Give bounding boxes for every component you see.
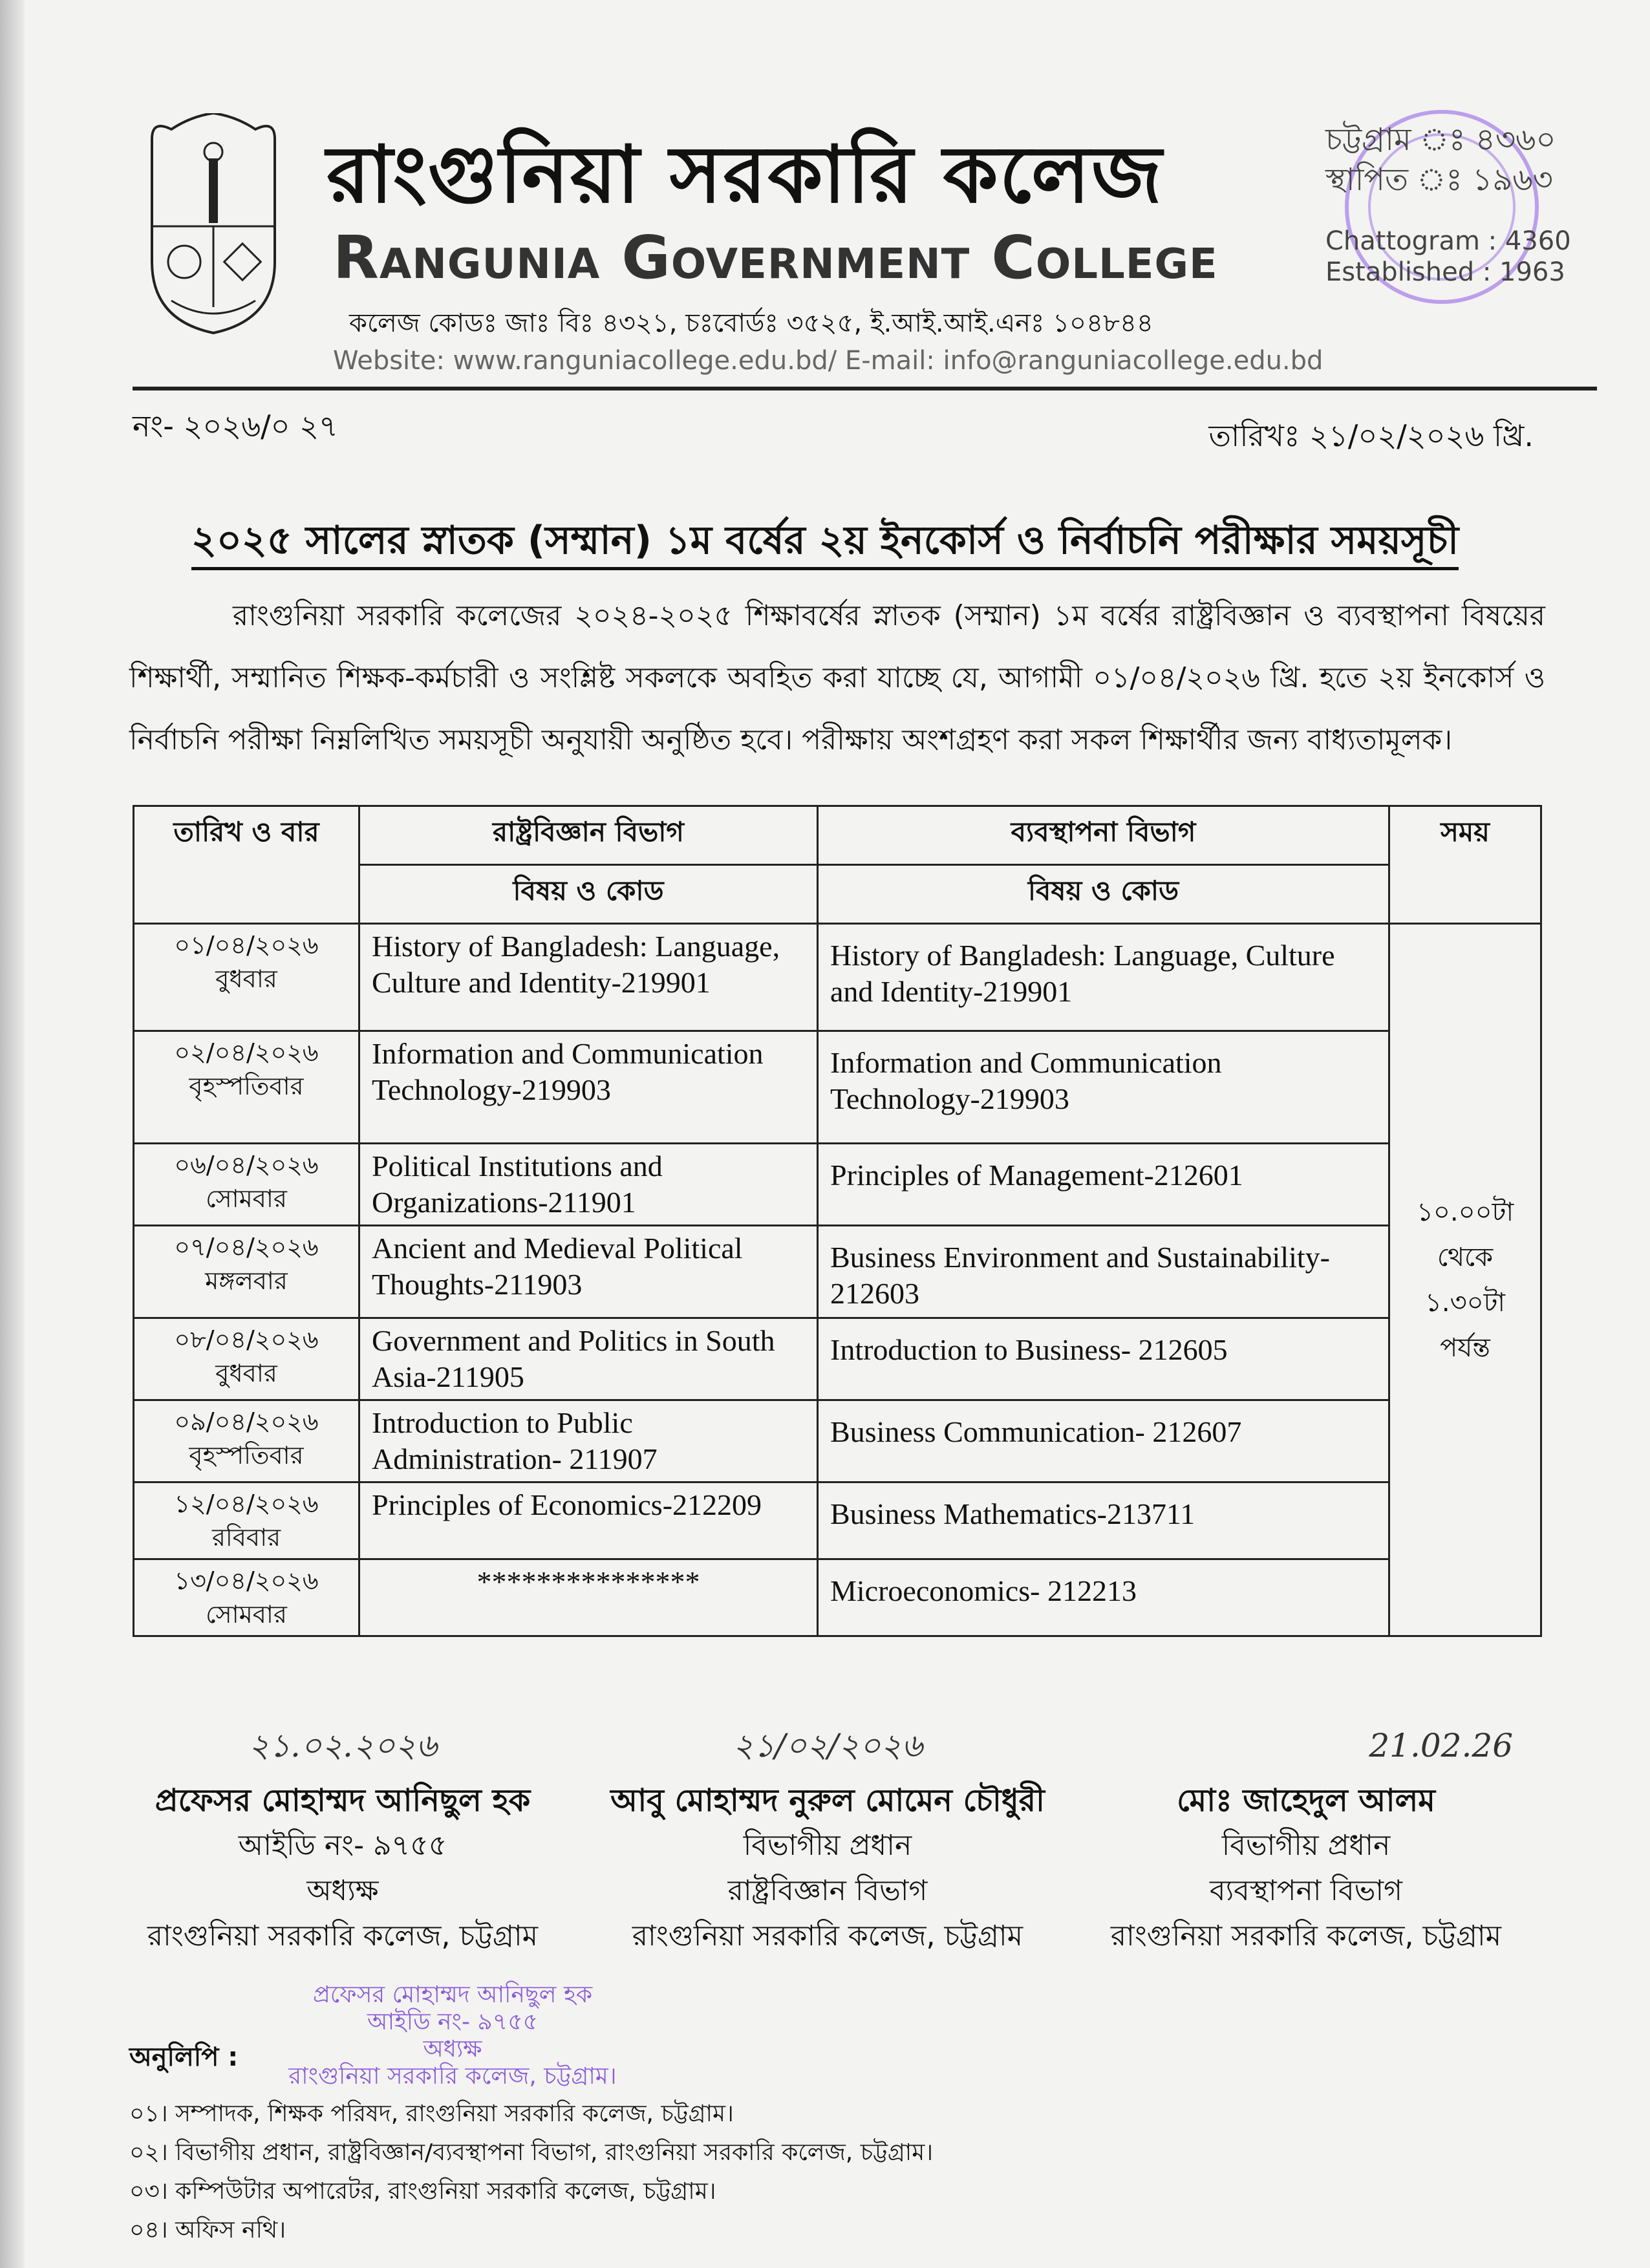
exam-time-cell [1389, 924, 1541, 1636]
copy-heading: অনুলিপি : [129, 2042, 239, 2072]
date-day-cell [134, 924, 359, 1031]
time-start: ১০.০০টা [1416, 1197, 1514, 1227]
signatory-line: বিভাগীয় প্রধান [743, 1829, 912, 1862]
mgmt-subject: History of Bangladesh: Language, Culture and Identity-219901 [818, 924, 1389, 1031]
copy-item: ০৪। অফিস নথি। [129, 2217, 286, 2243]
college-codes: কলেজ কোডঃ জাঃ বিঃ ৪৩২১, চঃবোর্ডঃ ৩৫২৫, ই.আই.আই.এনঃ ১০৪৮৪৪ [349, 308, 1153, 338]
time-sep: থেকে [1437, 1242, 1494, 1272]
time-end: ১.৩০টা পর্যন্ত [1424, 1287, 1506, 1363]
postcode-en: Chattogram : 4360 [1325, 226, 1571, 256]
copy-item: ০২। বিভাগীয় প্রধান, রাষ্ট্রবিজ্ঞান/ব্যবস্থাপনা বিভাগ, রাংগুনিয়া সরকারি কলেজ, চট্টগ্রাম। [129, 2139, 934, 2166]
stamp-line: প্রফেসর মোহাম্মদ আনিছুল হক [312, 1982, 593, 2008]
signatory-line: রাংগুনিয়া সরকারি কলেজ, চট্টগ্রাম [1110, 1920, 1502, 1952]
exam-day: মঙ্গলবার [205, 1267, 288, 1295]
header-date-day: তারিখ ও বার [134, 806, 359, 924]
polsci-subject: Principles of Economics-212209 [359, 1482, 818, 1559]
polsci-subject: History of Bangladesh: Language, Culture and Identity-219901 [359, 924, 818, 1031]
header-polsci-subject-code: বিষয় ও কোড [359, 865, 818, 924]
mgmt-subject: Microeconomics- 212213 [818, 1559, 1389, 1636]
exam-date: ০২/০৪/২০২৬ [174, 1038, 319, 1067]
date-day-cell [134, 1482, 359, 1559]
copy-item: ০৩। কম্পিউটার অপারেটর, রাংগুনিয়া সরকারি কলেজ, চট্টগ্রাম। [129, 2178, 716, 2205]
copy-item: ০১। সম্পাদক, শিক্ষক পরিষদ, রাংগুনিয়া সরকারি কলেজ, চট্টগ্রাম। [129, 2101, 734, 2127]
college-name-english: Rangunia Government College [333, 223, 1218, 292]
college-info-block [1325, 120, 1571, 288]
polsci-subject: Ancient and Medieval Political Thoughts-211903 [359, 1226, 818, 1318]
exam-schedule-table [133, 805, 1542, 1637]
date-day-cell [134, 1144, 359, 1226]
schedule-row [134, 1318, 1541, 1400]
notice-heading [0, 511, 1650, 575]
signatory-line: রাষ্ট্রবিজ্ঞান বিভাগ [727, 1874, 928, 1907]
signatory-line: রাংগুনিয়া সরকারি কলেজ, চট্টগ্রাম [147, 1920, 539, 1952]
signatory-line: ব্যবস্থাপনা বিভাগ [1210, 1874, 1402, 1907]
mgmt-subject: Information and Communication Technology-219903 [818, 1031, 1389, 1144]
signatory-mgmt-head [1060, 1713, 1552, 1959]
date-day-cell [134, 1226, 359, 1318]
exam-day: সোমবার [206, 1184, 287, 1213]
exam-date: ১৩/০৪/২০২৬ [174, 1567, 319, 1595]
mgmt-subject: Principles of Management-212601 [818, 1144, 1389, 1226]
signatory-name: মোঃ জাহেদুল আলম [1177, 1782, 1435, 1819]
exam-date: ০৮/০৪/২০২৬ [174, 1325, 319, 1354]
college-logo [139, 113, 288, 336]
signatory-polsci-head [582, 1713, 1073, 1959]
schedule-row [134, 1559, 1541, 1636]
signature-polsci-head: ২১/০২/২০২৬ [733, 1727, 923, 1764]
copy-list [129, 2095, 933, 2250]
date-day-cell [134, 1318, 359, 1400]
signatory-line: বিভাগীয় প্রধান [1221, 1829, 1391, 1862]
exam-day: বৃহস্পতিবার [189, 1441, 304, 1470]
date-day-cell [134, 1559, 359, 1636]
signatory-name: প্রফেসর মোহাম্মদ আনিছুল হক [155, 1782, 531, 1819]
schedule-row [134, 1031, 1541, 1144]
exam-date: ১২/০৪/২০২৬ [174, 1490, 319, 1518]
signatory-line: অধ্যক্ষ [306, 1874, 379, 1907]
polsci-subject: Political Institutions and Organizations-211901 [359, 1144, 818, 1226]
signatory-name: আবু মোহাম্মদ নুরুল মোমেন চৌধুরী [610, 1782, 1045, 1819]
postcode-bn: চট্টগ্রাম ঃ ৪৩৬০ [1325, 122, 1556, 158]
header-mgmt: ব্যবস্থাপনা বিভাগ [818, 806, 1389, 865]
mgmt-subject: Business Environment and Sustainability- 212603 [818, 1226, 1389, 1318]
signature-mgmt-head: 21.02.26 [1369, 1727, 1513, 1764]
exam-date: ০৯/০৪/২০২৬ [174, 1407, 319, 1436]
exam-day: সোমবার [206, 1600, 287, 1629]
exam-day: রবিবার [212, 1523, 281, 1552]
college-contact: Website: www.ranguniacollege.edu.bd/ E-mail: info@ranguniacollege.edu.bd [333, 346, 1323, 376]
scan-edge [0, 0, 25, 2268]
schedule-row [134, 1400, 1541, 1482]
memo-date: তারিখঃ ২১/০২/২০২৬ খ্রি. [1208, 418, 1534, 453]
exam-date: ০৬/০৪/২০২৬ [174, 1151, 319, 1179]
date-day-cell [134, 1031, 359, 1144]
schedule-row [134, 1482, 1541, 1559]
notice-paragraph: রাংগুনিয়া সরকারি কলেজের ২০২৪-২০২৫ শিক্ষাবর্ষের স্নাতক (সম্মান) ১ম বর্ষের রাষ্ট্রবিজ্ঞান ও ব্যবস্থাপনা বিষয়ের শিক্ষার্থী, সম্মানিত শিক্ষক-কর্মচারী ও সংশ্লিষ্ট সকলকে অবহিত করা যাচ্ছে যে, আগামী ০১/০৪/২০২৬ খ্রি. হতে ২য় ইনকোর্স ও নির্বাচনি পরীক্ষা নিম্নলিখিত সময়সূচী অনুযায়ী অনুষ্ঠিত হবে। পরীক্ষায় অংশগ্রহণ করা সকল শিক্ষার্থীর জন্য বাধ্যতামূলক। [129, 599, 1545, 756]
exam-date: ০১/০৪/২০২৬ [174, 931, 319, 959]
signatory-line: আইডি নং- ৯৭৫৫ [238, 1829, 447, 1862]
mgmt-subject: Business Mathematics-213711 [818, 1482, 1389, 1559]
schedule-row [134, 924, 1541, 1031]
schedule-row [134, 1226, 1541, 1318]
signatory-principal [97, 1713, 588, 1959]
exam-date: ০৭/০৪/২০২৬ [174, 1233, 319, 1261]
polsci-subject: *************** [359, 1559, 818, 1636]
notice-heading-text: ২০২৫ সালের স্নাতক (সম্মান) ১ম বর্ষের ২য় ইনকোর্স ও নির্বাচনি পরীক্ষার সময়সূচী [191, 518, 1459, 570]
mgmt-subject: Business Communication- 212607 [818, 1400, 1389, 1482]
stamp-line: অধ্যক্ষ [423, 2036, 482, 2062]
exam-day: বুধবার [215, 965, 277, 993]
established-bn: স্থাপিত ঃ ১৯৬৩ [1325, 162, 1553, 198]
stamp-line: আইডি নং- ৯৭৫৫ [367, 2009, 538, 2035]
exam-day: বুধবার [215, 1359, 277, 1387]
polsci-subject: Introduction to Public Administration- 211907 [359, 1400, 818, 1482]
schedule-row [134, 1144, 1541, 1226]
polsci-subject: Information and Communication Technology-219903 [359, 1031, 818, 1144]
polsci-subject: Government and Politics in South Asia-211905 [359, 1318, 818, 1400]
college-name-bengali: রাংগুনিয়া সরকারি কলেজ [327, 129, 1163, 220]
date-day-cell [134, 1400, 359, 1482]
established-en: Established : 1963 [1325, 257, 1565, 287]
header-mgmt-subject-code: বিষয় ও কোড [818, 865, 1389, 924]
memo-number: নং- ২০২৬/০ ২৭ [133, 409, 338, 444]
exam-day: বৃহস্পতিবার [189, 1072, 304, 1100]
header-time: সময় [1389, 806, 1541, 924]
header-polsci: রাষ্ট্রবিজ্ঞান বিভাগ [359, 806, 818, 865]
signatory-line: রাংগুনিয়া সরকারি কলেজ, চট্টগ্রাম [632, 1920, 1023, 1952]
mgmt-subject: Introduction to Business- 212605 [818, 1318, 1389, 1400]
principal-official-stamp [272, 1982, 634, 2090]
signature-principal: ২১.০২.২০২৬ [248, 1727, 437, 1764]
header-divider [133, 387, 1597, 390]
stamp-line: রাংগুনিয়া সরকারি কলেজ, চট্টগ্রাম। [288, 2063, 617, 2090]
